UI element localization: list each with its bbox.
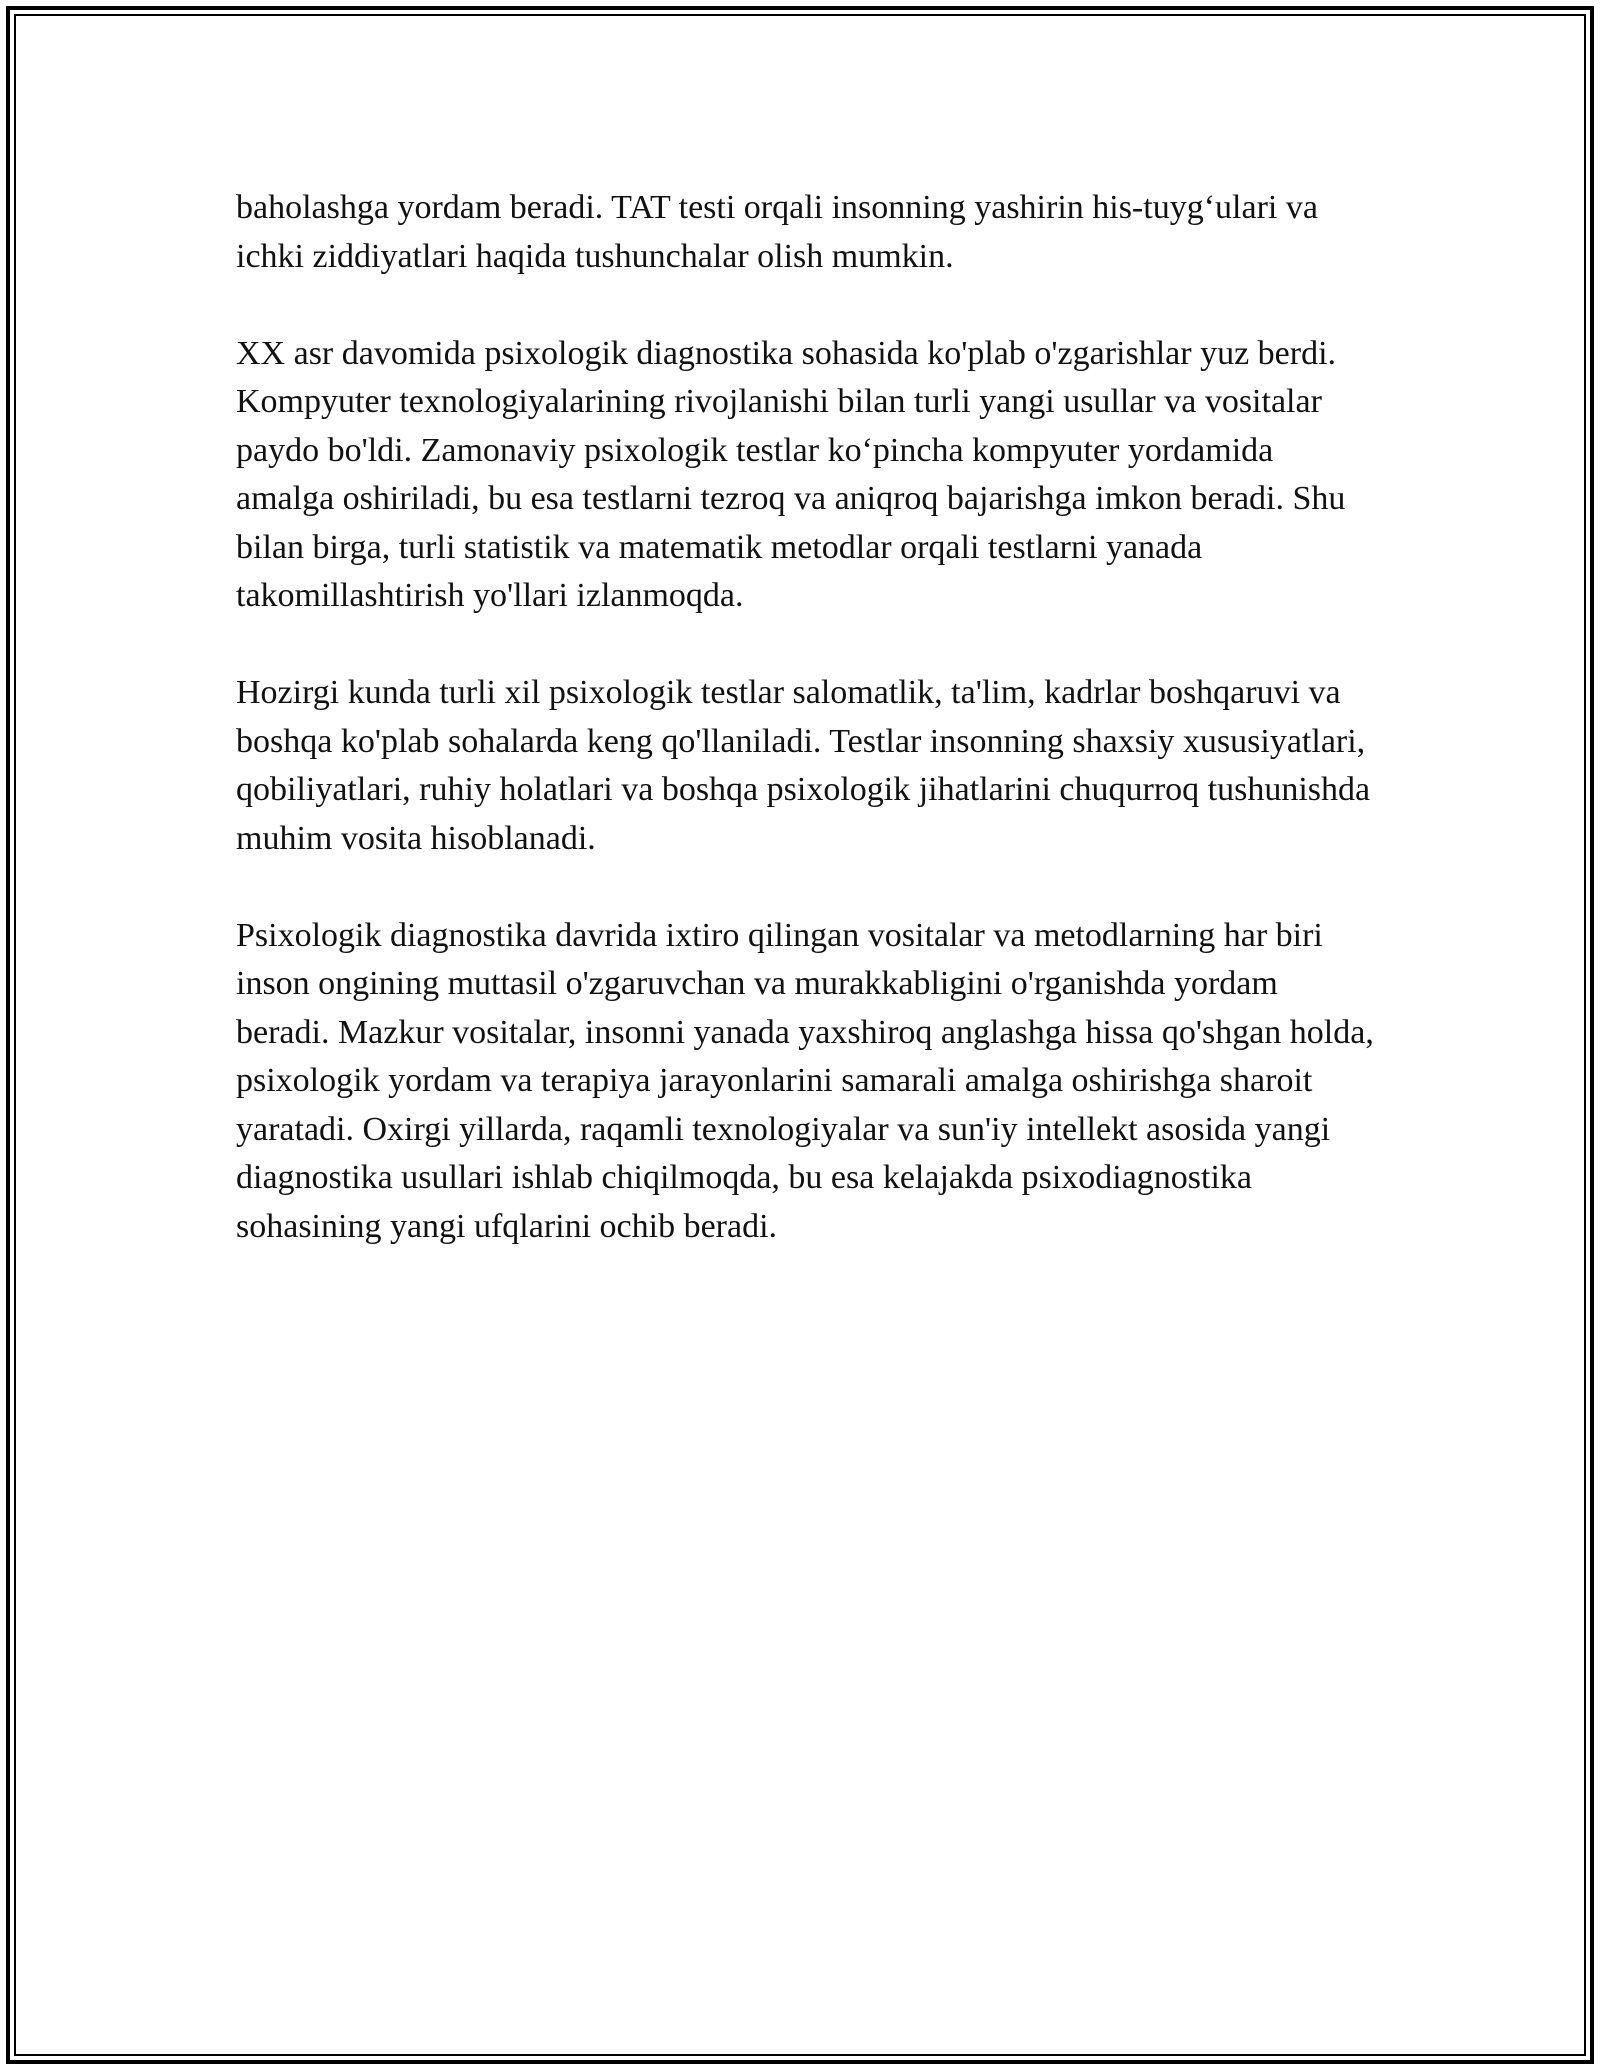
- paragraph-xx-century: XX asr davomida psixologik diagnostika sohasida ko'plab o'zgarishlar yuz berdi. Kompyuter texnologiyalarining rivojlanishi bilan turli yangi usullar va vositalar paydo bo'ldi. Zamonaviy psixologik testlar ko‘pincha kompyuter yordamida amalga oshiriladi, bu esa testlarni tezroq va aniqroq bajarishga imkon beradi. Shu bilan birga, turli statistik va matematik metodlar orqali testlarni yanada takomillashtirish yo'llari izlanmoqda.: [236, 334, 1346, 614]
- paragraph-current-use: Hozirgi kunda turli xil psixologik testlar salomatlik, ta'lim, kadrlar boshqaruvi va boshqa ko'plab sohalarda keng qo'llaniladi. Testlar insonning shaxsiy xususiyatlari, qobiliyatlari, ruhiy holatlari va boshqa psixologik jihatlarini chuqurroq tushunishda muhim vosita hisoblanadi.: [236, 674, 1371, 857]
- paragraph-tat-test: baholashga yordam beradi. TAT testi orqali insonning yashirin his-tuyg‘ulari va ichki ziddiyatlari haqida tushunchalar olish mumkin.: [236, 189, 1318, 275]
- paragraph-conclusion: Psixologik diagnostika davrida ixtiro qilingan vositalar va metodlarning har biri inson ongining muttasil o'zgaruvchan va murakkabligini o'rganishda yordam beradi. Mazkur vositalar, insonni yanada yaxshiroq anglashga hissa qo'shgan holda, psixologik yordam va terapiya jarayonlarini samarali amalga oshirishga sharoit yaratadi. Oxirgi yillarda, raqamli texnologiyalar va sun'iy intellekt asosida yangi diagnostika usullari ishlab chiqilmoqda, bu esa kelajakda psixodiagnostika sohasining yangi ufqlarini ochib beradi.: [236, 916, 1374, 1245]
- document-body: [236, 184, 1376, 1300]
